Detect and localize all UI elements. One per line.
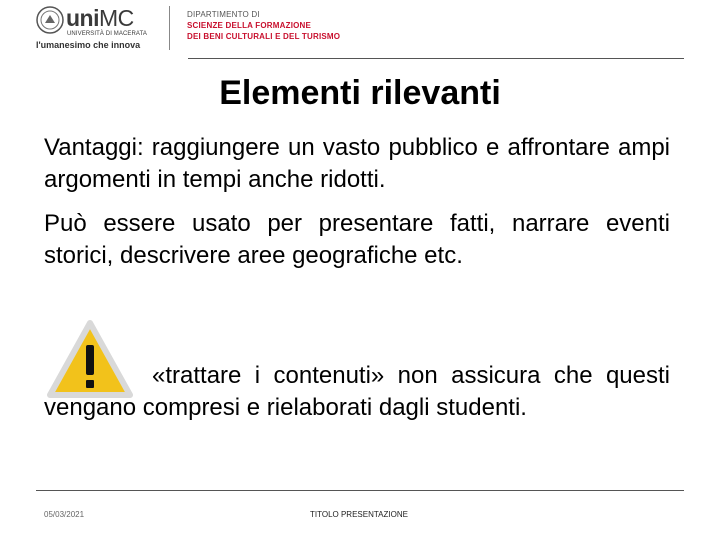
university-emblem-icon	[36, 6, 64, 34]
slide-title: Elementi rilevanti	[219, 74, 501, 112]
footer-rule	[36, 490, 684, 491]
logo-wordmark: uniMC	[66, 5, 134, 31]
header-divider	[169, 6, 170, 50]
advantages-label: Vantaggi	[44, 134, 137, 161]
logo-subtext: UNIVERSITÀ DI MACERATA	[67, 31, 147, 37]
department-line-1: DIPARTIMENTO DI	[187, 10, 260, 19]
warning-text: «trattare i contenuti» non assicura che questi vengano compresi e rielaborati dagli studenti.	[44, 362, 670, 421]
department-line-2: SCIENZE DELLA FORMAZIONE	[187, 21, 312, 30]
advantages-text: : raggiungere un vasto pubblico e affrontare ampi argomenti in tempi anche ridotti.	[44, 134, 670, 193]
paragraph-uses: Può essere usato per presentare fatti, narrare eventi storici, descrivere aree geografiche etc.	[44, 210, 670, 269]
paragraph-warning	[44, 360, 670, 424]
department-line-3: DEI BENI CULTURALI E DEL TURISMO	[187, 32, 341, 41]
paragraph-advantages	[44, 132, 670, 196]
header-rule	[188, 58, 684, 59]
footer-date: 05/03/2021	[44, 510, 85, 519]
department-name	[187, 9, 340, 42]
university-logo	[36, 6, 160, 52]
logo-tagline: l'umanesimo che innova	[36, 40, 141, 50]
footer-title: TITOLO PRESENTAZIONE	[310, 510, 408, 519]
